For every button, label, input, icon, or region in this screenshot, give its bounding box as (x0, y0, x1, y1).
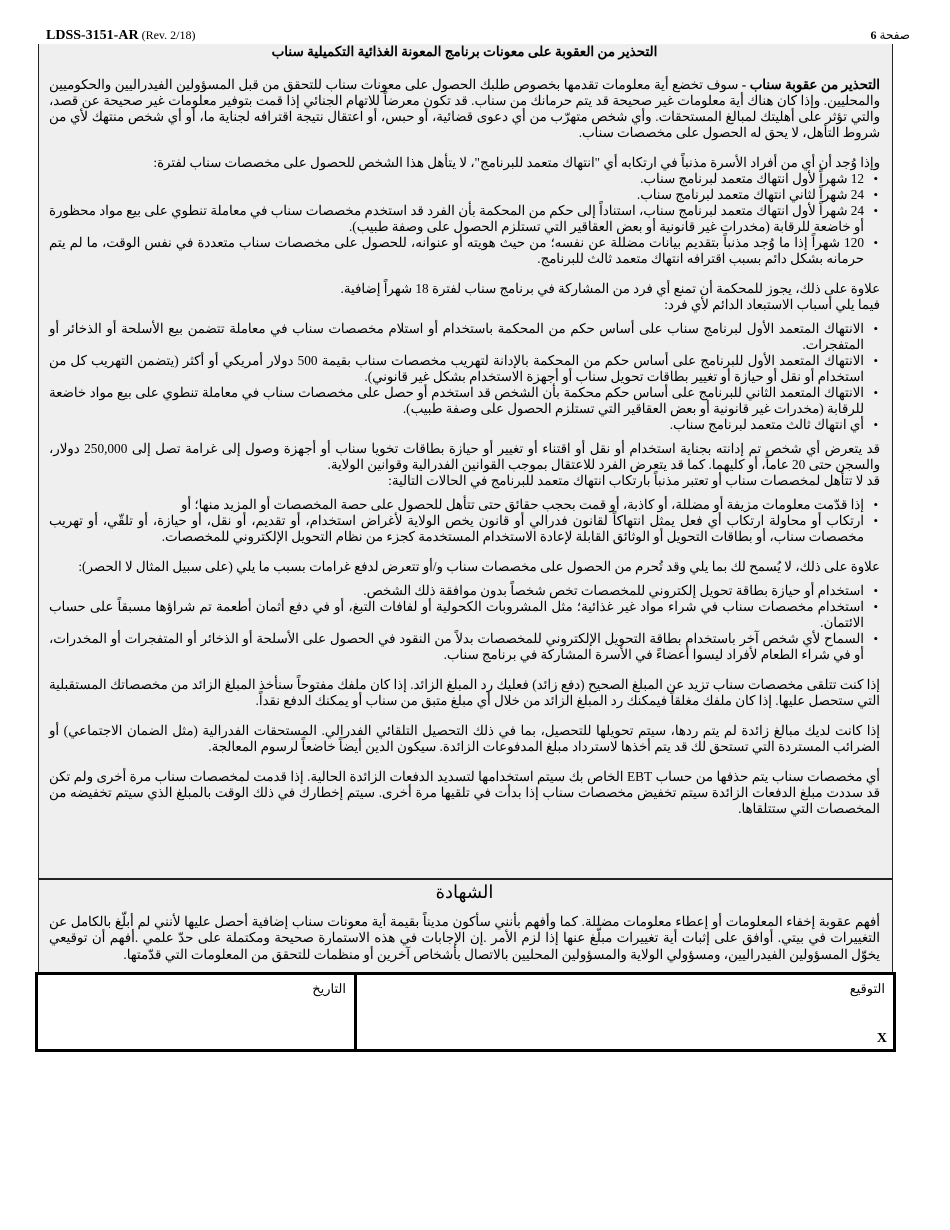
form-revision: (Rev. 2/18) (141, 28, 196, 42)
certification-section (38, 880, 893, 972)
paragraph-permanent-reasons: فيما يلي أسباب الاستبعاد الدائم لأي فرد: (664, 297, 880, 312)
date-field[interactable] (38, 975, 354, 1049)
certification-title: الشهادة (435, 882, 494, 902)
signature-x-mark: X (876, 1031, 887, 1046)
list-item: • السماح لأي شخص آخر باستخدام بطاقة التحويل الإلكتروني للمخصصات بدلاً من النقود في الحصول على الأسلحة أو الذخائر أو المتفجرات أو المخدرات، أو في شراء الطعام لأفراد ليسوا أعضاءً في الأسرة المشاركة في برنامج سناب. (49, 631, 864, 663)
page-number (871, 28, 910, 43)
list-item: • أي انتهاك ثالث متعمد لبرنامج سناب. (49, 417, 864, 433)
form-id (46, 28, 195, 44)
certification-text: أفهم عقوبة إخفاء المعلومات أو إعطاء معلومات مضللة. كما وأفهم بأنني سأكون مديناً بقيمة أية معونات سناب إضافية أحصل عليها لأنني لم أبلّغ بالكامل عن التغييرات في بيتي. أوافق على إثبات أية تغييرات مبلّغ عنها إذا لزم الأمر .إن الإجابات في هذه الاستمارة صحيحة ومكتملة على حدّ علمي .أفهم أن توقيعي يخوّل المسؤولين الفيدراليين، ومسؤولي الولاية والمسؤولين المحليين بالاتصال بأشخاص آخرين أو منظمات للتحقق من المعلومات التي قدّمتها. (49, 913, 880, 962)
paragraph-overpayment: إذا كنت تتلقى مخصصات سناب تزيد عن المبلغ الصحيح (دفع زائد) فعليك رد المبلغ الزائد. إذا كان ملفك مفتوحاً سنأخذ المبلغ الزائد من مخصصاتك المستقبلية التي ستحصل عليها. إذا كان ملفك مغلقاً فيمكنك رد المبلغ الزائد من خلال أي مبلغ متبق من سناب أو يمكنك الدفع نقداً. (49, 677, 880, 708)
list-item: • الانتهاك المتعمد الأول لبرنامج سناب على أساس حكم من المحكمة باستخدام أو استلام مخصصات سناب في معاملة تتضمن بيع الأسلحة أو الذخائر أو المتفجرات. (49, 321, 864, 353)
section-title: التحذير من العقوبة على معونات برنامج المعونة الغذائية التكميلية سناب (271, 44, 658, 59)
list-item: • 24 شهراً لثاني انتهاك متعمد لبرنامج سناب. (49, 187, 864, 203)
signature-label: التوقيع (849, 981, 885, 996)
date-label: التاريخ (312, 981, 346, 996)
paragraph-intro (49, 77, 880, 141)
penalty-warning-section (38, 44, 893, 880)
disqualification-periods-list (49, 171, 880, 267)
permanent-disqualification-list (49, 321, 880, 433)
form-code: LDSS-3151-AR (46, 28, 139, 43)
list-item: • الانتهاك المتعمد الثاني للبرنامج على أساس حكم محكمة بأن الشخص قد استخدم أو حصل على مخصصات سناب في معاملة تنطوي على بيع مواد خاضعة للرقابة (مخدرات غير قانونية أو بعض العقاقير التي تستلزم الحصول على وصفة طبيب). (49, 385, 864, 417)
list-item: • ارتكاب أو محاولة ارتكاب أي فعل يمثل انتهاكاً لقانون فدرالي أو قانون يخص الولاية لأغراض استخدام، أو تقديم، أو نقل، أو حيازة، أو تلقّي، أو تهريب مخصصات سناب، أو بطاقات التحويل أو الوثائق القابلة لإعادة الاستخدام المستخدمة كجزء من نظام التحويل الإلكتروني للمخصصات. (49, 513, 864, 545)
list-item: • 24 شهراً لأول انتهاك متعمد لبرنامج سناب، استناداً إلى حكم من المحكمة بأن الفرد قد استخدم مخصصات سناب في معاملة تنطوي على بيع مواد محظورة أو خاضعة للرقابة (مخدرات غير قانونية أو بعض العقاقير التي تستلزم الحصول على وصفة طبيب). (49, 203, 864, 235)
signature-field[interactable] (354, 975, 893, 1049)
paragraph-court-ban: علاوة على ذلك، يجوز للمحكمة أن تمنع أي فرد من المشاركة في برنامج سناب لفترة 18 شهراً إضافية. (340, 281, 880, 296)
list-item: • 120 شهراً إذا ما وُجد مذنباً بتقديم بيانات مضللة عن نفسه؛ من حيث هويته أو عنوانه، للحصول على مخصصات سناب متعددة في نفس الوقت، ما لم يتم حرمانه بشكل دائم بسبب اقترافه انتهاك متعمد ثالث للبرنامج. (49, 235, 864, 267)
list-item: • 12 شهراً لأول انتهاك متعمد لبرنامج سناب. (49, 171, 864, 187)
not-allowed-list (49, 583, 880, 663)
page-label: صفحة (879, 28, 910, 42)
page-header (40, 28, 910, 44)
violation-cases-list (49, 497, 880, 545)
paragraph-disqualification: وإذا وُجد أن أي من أفراد الأسرة مذنباً في ارتكابه أي "انتهاك متعمد للبرنامج"، لا يتأهل هذا الشخص للحصول على مخصصات سناب لفترة: (153, 155, 880, 170)
paragraph-violation-cases: قد لا تتأهل لمخصصات سناب أو تعتبر مذنباً بارتكاب انتهاك متعمد للبرنامج في الحالات التالية: (388, 473, 880, 488)
paragraph-ebt: أي مخصصات سناب يتم حذفها من حساب EBT الخاص بك سيتم استخدامها لتسديد الدفعات الزائدة الحالية. إذا قدمت لمخصصات سناب مرة أخرى ولم تكن قد سددت مبلغ الدفعات الزائدة سيتم تخفيض مخصصات سناب إذا بدأت في تلقيها مرة أخرى. سيتم إخطارك في ذلك الوقت بالمبلغ الذي سيتم تخفيضه من المخصصات التي ستتلقاها. (49, 769, 881, 816)
signature-box (35, 972, 896, 1052)
list-item: • استخدام مخصصات سناب في شراء مواد غير غذائية؛ مثل المشروبات الكحولية أو لفافات التبغ، أو في دفع أثمان أطعمة تم شراؤها مسبقاً على حساب الائتمان. (49, 599, 864, 631)
paragraph-not-allowed: علاوة على ذلك، لا يُسمح لك بما يلي وقد تُحرم من الحصول على مخصصات سناب و/أو تتعرض لدفع غرامات بسبب ما يلي (على سبيل المثال لا الحصر): (78, 559, 880, 574)
list-item: • استخدام أو حيازة بطاقة تحويل إلكتروني للمخصصات تخص شخصاً بدون موافقة ذلك الشخص. (49, 583, 864, 599)
page-number-value: 6 (870, 28, 877, 42)
list-item: • إذا قدّمت معلومات مزيفة أو مضللة، أو كاذبة، أو قمت بحجب حقائق حتى تتأهل للحصول على حصة المخصصات أو المزيد منها؛ أو (49, 497, 864, 513)
paragraph-fines: قد يتعرض أي شخص تم إدانته بجناية استخدام أو نقل أو اقتناء أو تغيير أو حيازة بطاقات تخويا سناب أو أجهزة وصول إلى غرامة تصل إلى 250,000 دولار، والسجن حتى 20 عاماً، أو كليهما. كما قد يتعرض الفرد للاعتقال بموجب القوانين الفدرالية وقوانين الولاية. (49, 441, 880, 472)
paragraph-collection: إذا كانت لديك مبالغ زائدة لم يتم ردها، سيتم تحويلها للتحصيل، بما في ذلك التحصيل التلقائي الفدرالي. المستحقات الفدرالية (مثل الضمان الاجتماعي) أو الضرائب المستردة التي تستحق لك قد يتم أخذها لاسترداد مبلغ المدفوعات الزائدة. سيكون الدين أيضاً خاضعاً لرسوم المعالجة. (49, 723, 880, 754)
list-item: • الانتهاك المتعمد الأول للبرنامج على أساس حكم من المحكمة بالإدانة لتهريب مخصصات سناب بقيمة 500 دولار أمريكي أو أكثر (يتضمن التهريب كل من استخدام أو نقل أو حيازة أو تغيير بطاقات تحويل سناب أو أجهزة الاستخدام بشكل غير قانوني). (49, 353, 864, 385)
paragraph-intro-lead: التحذير من عقوبة سناب - (741, 77, 880, 92)
paragraph-intro-body: سوف تخضع أية معلومات تقدمها بخصوص طلبك الحصول على معونات سناب للتحقق من قبل المسؤولين الفيدراليين والحكوميين والمحليين. وإذا كان هناك أية معلومات غير صحيحة قد يتم حرمانك من سناب. قد تكون معرضاً للاتهام الجنائي إذا قمت بتوفير معلومات غير صحيحة عن قصد، والتي تؤثر على أهليتك لمبالغ المستحقات. وأي شخص متهرّب من أي دعوى قضائية، أو حبس، أو اعتقال نتيجة اقترافه لجناية ما، أو أي شخص منتهك لأي من شروط التأهل، لا يحق له الحصول على مخصصات سناب. (49, 77, 880, 140)
